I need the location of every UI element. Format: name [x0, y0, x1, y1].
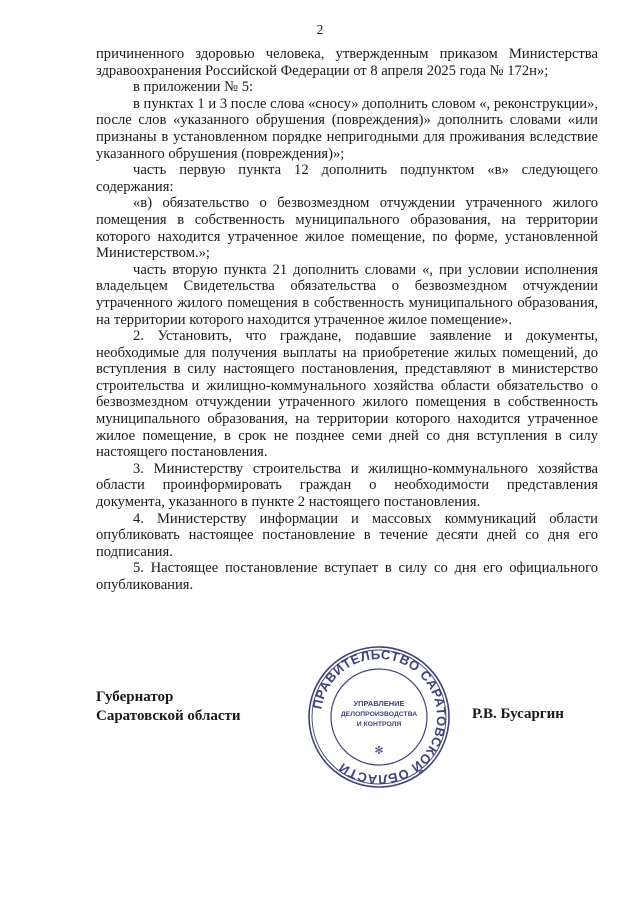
seal-inner-text: УПРАВЛЕНИЕ [353, 699, 405, 708]
document-body [96, 46, 598, 594]
signatory-title [96, 688, 241, 725]
seal-stamp [309, 647, 449, 787]
seal-outer-text-path: ПРАВИТЕЛЬСТВО САРАТОВСКОЙ ОБЛАСТИ [309, 646, 450, 788]
signatory-title-line: Губернатор [96, 689, 174, 705]
paragraph: в пунктах 1 и 3 после слова «сносу» дополнить словом «, реконструкции», после слов «указанного обрушения (повреждения)» дополнить словами «или признаны в установленном порядке непригодными для проживания вследствие указанного обрушения (повреждения)»; [96, 95, 598, 162]
paragraph: 5. Настоящее постановление вступает в силу со дня его официального опубликования. [96, 560, 598, 593]
paragraph: «в) обязательство о безвозмездном отчуждении утраченного жилого помещения в собственность муниципального образования, на территории которого находится утраченное жилое помещение, по форме, установленной Министерством.»; [96, 195, 598, 262]
paragraph: 2. Установить, что граждане, подавшие заявление и документы, необходимые для получения выплаты на приобретение жилых помещений, до вступления в силу настоящего постановления, представляют в министерство строительства и жилищно-коммунального хозяйства области обязательство о безвозмездном отчуждении утраченного жилого помещения в собственность муниципального образования, на территории которого находится утраченное жилое помещение, в срок не позднее семи дней со дня вступления в силу настоящего постановления. [96, 328, 598, 461]
paragraph: часть вторую пункта 21 дополнить словами «, при условии исполнения владельцем Свидетельства обязательства о безвозмездном отчуждении утраченного жилого помещения в собственность муниципального образования, на территории которого находится утраченное жилое помещение». [96, 261, 598, 328]
page-number: 2 [316, 22, 324, 37]
signatory-name: Р.В. Бусаргин [472, 706, 564, 722]
paragraph: в приложении № 5: [133, 79, 254, 96]
paragraph: часть первую пункта 12 дополнить подпунктом «в» следующего содержания: [96, 162, 598, 195]
paragraph: причиненного здоровью человека, утвержденным приказом Министерства здравоохранения Российской Федерации от 8 апреля 2025 года № 172н»; [96, 46, 598, 79]
seal-star-icon: ✻ [374, 744, 384, 757]
paragraph: 4. Министерству информации и массовых коммуникаций области опубликовать настоящее постановление в течение десяти дней со дня его подписания. [96, 510, 598, 560]
signatory-title-line: Саратовской области [96, 707, 241, 724]
official-seal [304, 642, 454, 792]
seal-inner-text: И КОНТРОЛЯ [356, 721, 402, 728]
paragraph: 3. Министерству строительства и жилищно-коммунального хозяйства области проинформировать граждан о необходимости представления документа, указанного в пункте 2 настоящего постановления. [96, 460, 598, 511]
seal-inner-text: ДЕЛОПРОИЗВОДСТВА [340, 711, 418, 718]
